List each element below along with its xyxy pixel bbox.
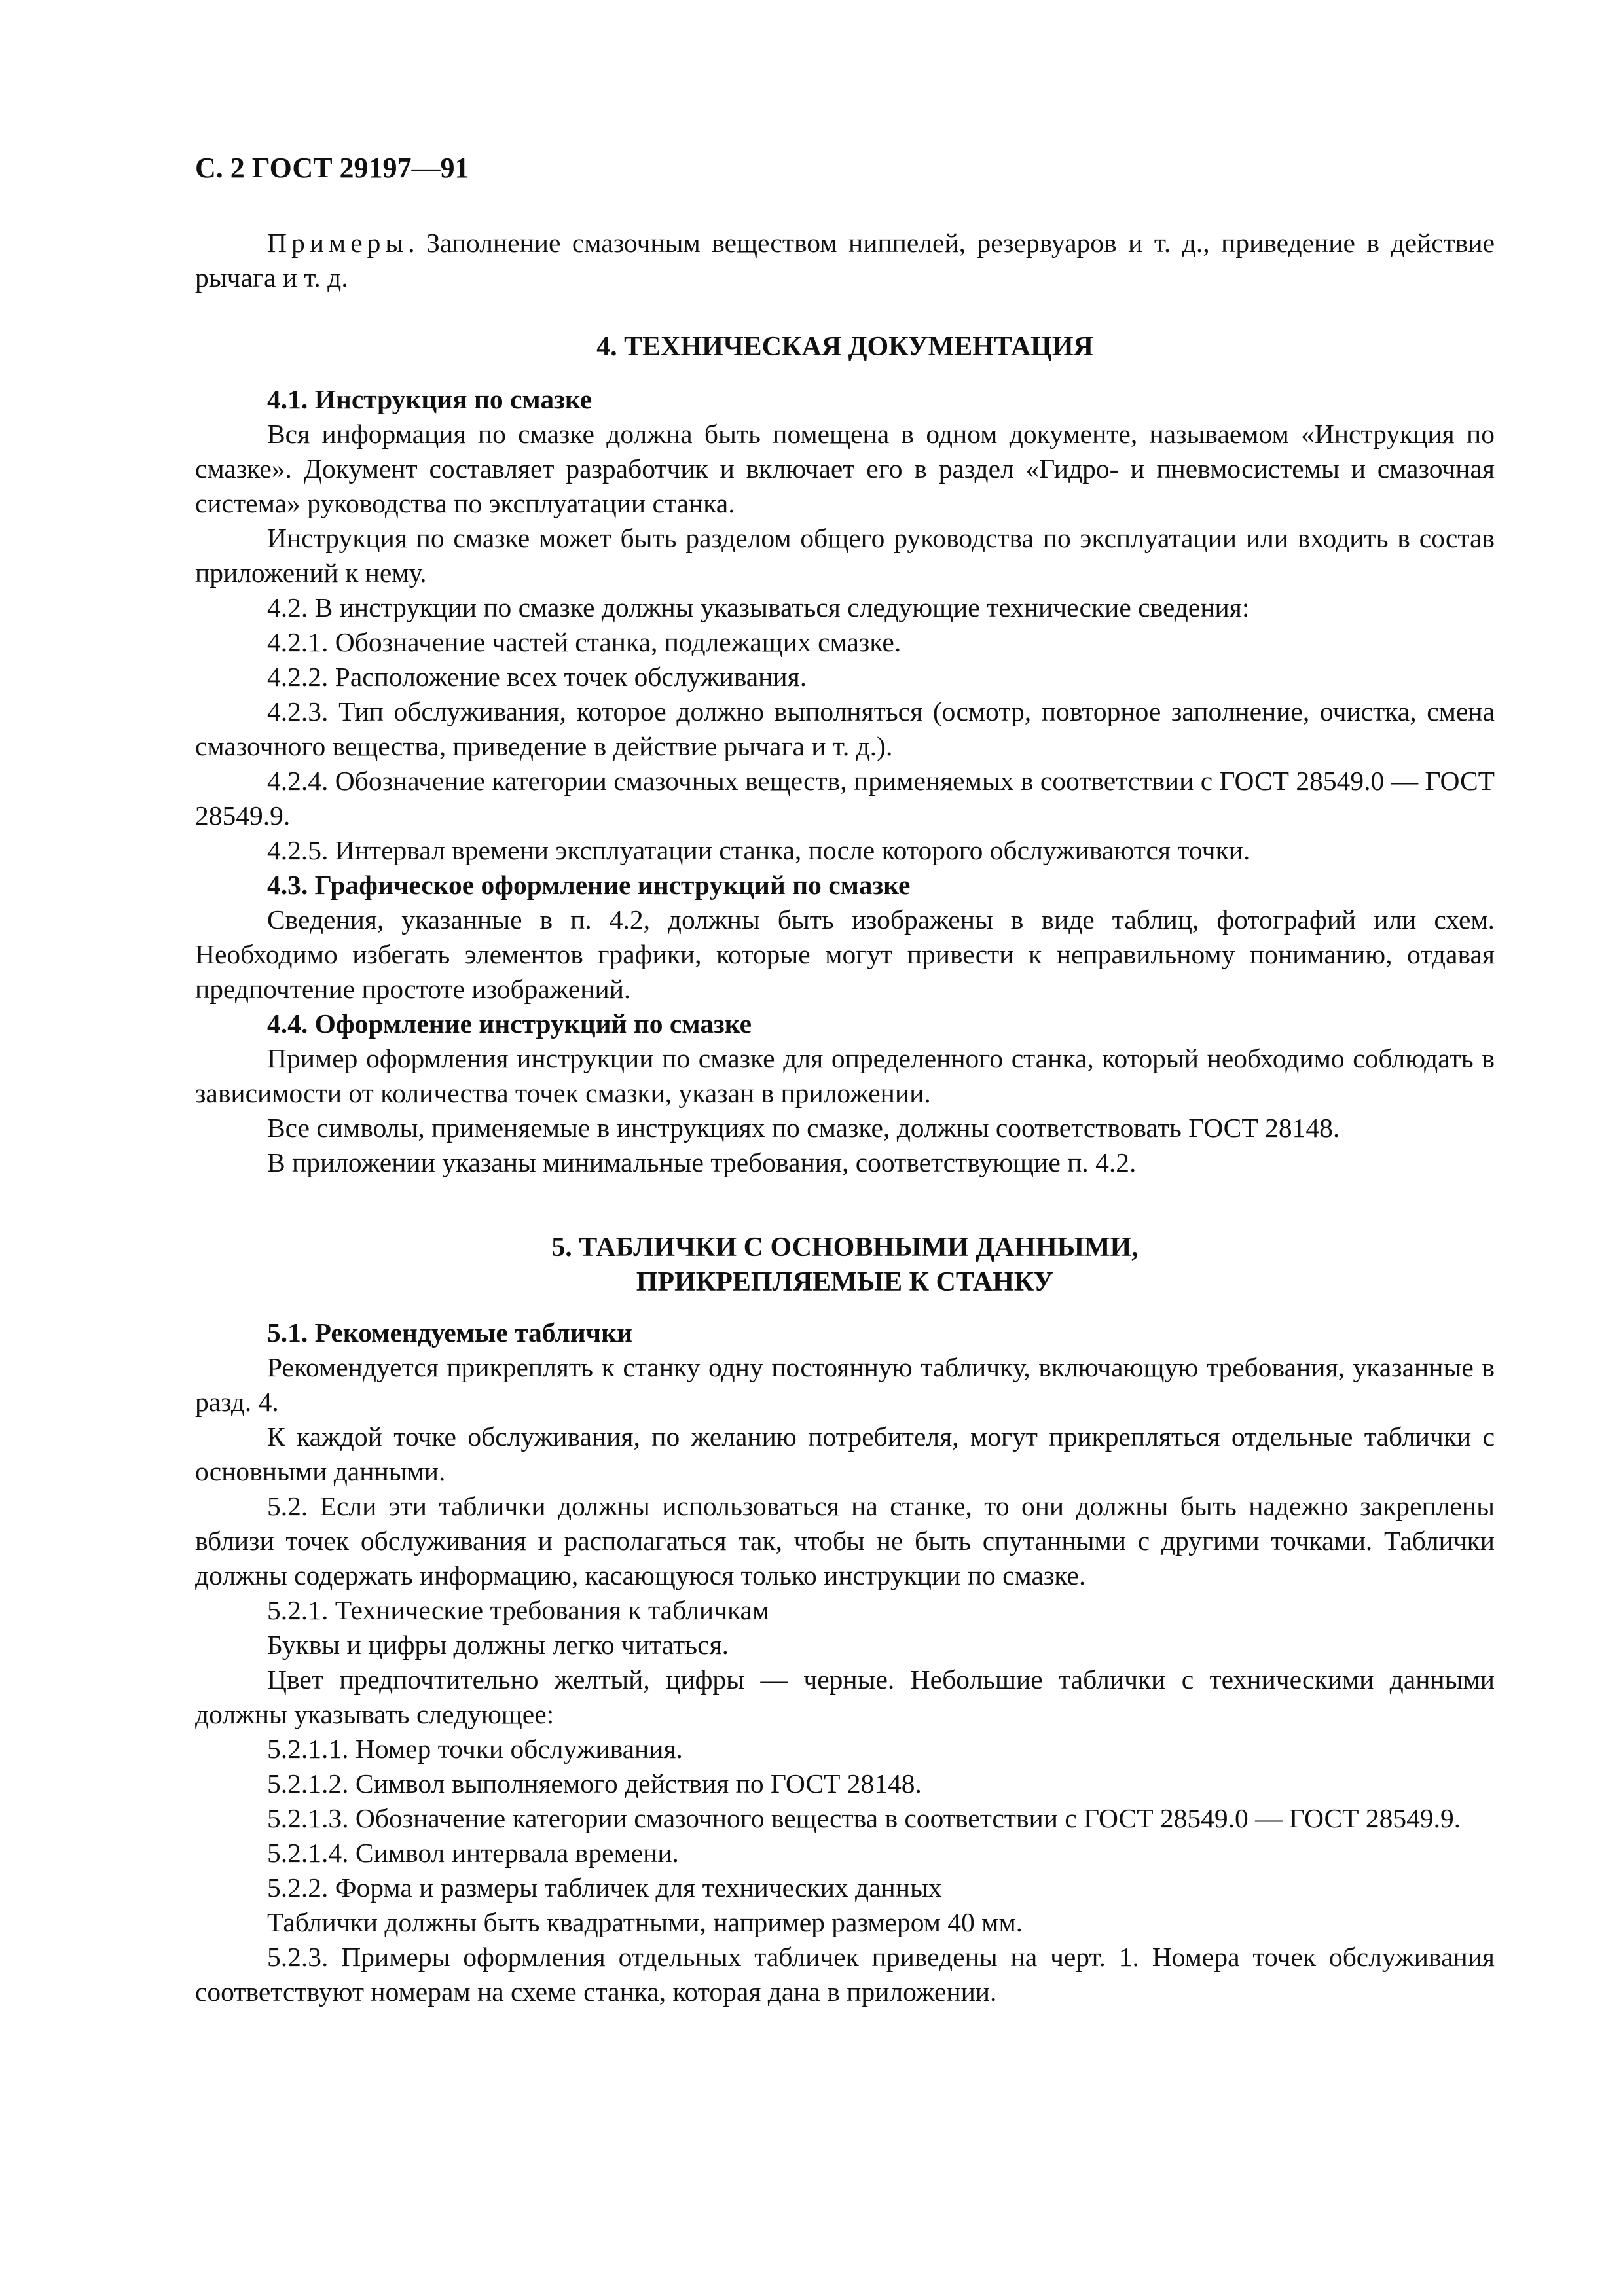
paragraph-4-4-a: Пример оформления инструкции по смазке для определенного станка, который необходимо соблюдать в зависимости от количества точек смазки, указан в приложении. — [195, 1043, 1495, 1108]
subsection-4-4-heading: 4.4. Оформление инструкций по смазке — [267, 1009, 752, 1039]
page-header: С. 2 ГОСТ 29197—91 — [195, 152, 469, 184]
paragraph-5-2-2-a: Таблички должны быть квадратными, например размером 40 мм. — [267, 1907, 1023, 1937]
section-5-title-line-2: ПРИКРЕПЛЯЕМЫЕ К СТАНКУ — [636, 1267, 1054, 1297]
paragraph-5-2-2: 5.2.2. Форма и размеры табличек для технических данных — [267, 1873, 942, 1903]
section-5-title-line-1: 5. ТАБЛИЧКИ С ОСНОВНЫМИ ДАННЫМИ, — [551, 1232, 1139, 1263]
paragraph-5-2-1-1: 5.2.1.1. Номер точки обслуживания. — [267, 1734, 683, 1764]
paragraph-4-1-a: Вся информация по смазке должна быть помещена в одном документе, называемом «Инструкция по смазке». Документ составляет разработчик и включает его в раздел «Гидро- и пневмосистемы и смазочная система» руководства по эксплуатации станка. — [195, 419, 1495, 518]
paragraph-4-2-2: 4.2.2. Расположение всех точек обслуживания. — [267, 662, 807, 692]
paragraph-5-2-1-a: Буквы и цифры должны легко читаться. — [267, 1630, 729, 1660]
paragraph-5-1-b: К каждой точке обслуживания, по желанию потребителя, могут прикрепляться отдельные таблички с основными данными. — [195, 1422, 1495, 1486]
subsection-5-1-heading: 5.1. Рекомендуемые таблички — [267, 1318, 632, 1348]
paragraph-5-2-1: 5.2.1. Технические требования к табличкам — [267, 1595, 770, 1625]
paragraph-5-2-1-4: 5.2.1.4. Символ интервала времени. — [267, 1838, 679, 1868]
examples-label: Примеры — [267, 228, 409, 258]
section-5-body — [195, 1316, 1495, 2009]
section-4-body — [195, 382, 1495, 1180]
paragraph-5-2-1-2: 5.2.1.2. Символ выполняемого действия по ГОСТ 28148. — [267, 1768, 922, 1799]
paragraph-5-1-a: Рекомендуется прикреплять к станку одну постоянную табличку, включающую требования, указанные в разд. 4. — [195, 1352, 1495, 1417]
section-4-title: 4. ТЕХНИЧЕСКАЯ ДОКУМЕНТАЦИЯ — [596, 332, 1093, 362]
paragraph-4-1-b: Инструкция по смазке может быть разделом общего руководства по эксплуатации или входить в состав приложений к нему. — [195, 523, 1495, 588]
paragraph-5-2: 5.2. Если эти таблички должны использоваться на станке, то они должны быть надежно закреплены вблизи точек обслуживания и располагаться так, чтобы не быть спутанными с другими точками. Таблички должны содержать информацию, касающуюся только инструкции по смазке. — [195, 1491, 1495, 1590]
paragraph-4-2-1: 4.2.1. Обозначение частей станка, подлежащих смазке. — [267, 627, 902, 657]
paragraph-5-2-1-b: Цвет предпочтительно желтый, цифры — черные. Небольшие таблички с техническими данными должны указывать следующее: — [195, 1664, 1495, 1729]
paragraph-4-2-5: 4.2.5. Интервал времени эксплуатации станка, после которого обслуживаются точки. — [267, 835, 1250, 865]
examples-paragraph — [195, 226, 1495, 295]
paragraph-5-2-3: 5.2.3. Примеры оформления отдельных табличек приведены на черт. 1. Номера точек обслуживания соответствуют номерам на схеме станка, которая дана в приложении. — [195, 1942, 1495, 2007]
subsection-4-3-heading: 4.3. Графическое оформление инструкций по смазке — [267, 870, 911, 900]
examples-text: . Заполнение смазочным веществом ниппелей, резервуаров и т. д., приведение в действие рычага и т. д. — [195, 228, 1495, 293]
paragraph-5-2-1-3: 5.2.1.3. Обозначение категории смазочного вещества в соответствии с ГОСТ 28549.0 — ГОСТ 28549.9. — [267, 1803, 1461, 1833]
paragraph-4-4-b: Все символы, применяемые в инструкциях по смазке, должны соответствовать ГОСТ 28148. — [267, 1113, 1340, 1143]
intro-block — [195, 226, 1495, 295]
paragraph-4-2-3: 4.2.3. Тип обслуживания, которое должно выполняться (осмотр, повторное заполнение, очистка, смена смазочного вещества, приведение в действие рычага и т. д.). — [195, 696, 1495, 761]
subsection-4-1-heading: 4.1. Инструкция по смазке — [267, 384, 593, 414]
section-5-title — [195, 1230, 1495, 1300]
paragraph-4-2: 4.2. В инструкции по смазке должны указываться следующие технические сведения: — [267, 592, 1250, 622]
paragraph-4-3: Сведения, указанные в п. 4.2, должны быть изображены в виде таблиц, фотографий или схем. Необходимо избегать элементов графики, которые могут привести к неправильному пониманию, отдавая предпочтение простоте изображений. — [195, 905, 1495, 1004]
paragraph-4-2-4: 4.2.4. Обозначение категории смазочных веществ, применяемых в соответствии с ГОСТ 28549.0 — ГОСТ 28549.9. — [195, 766, 1495, 831]
paragraph-4-4-c: В приложении указаны минимальные требования, соответствующие п. 4.2. — [267, 1147, 1137, 1177]
